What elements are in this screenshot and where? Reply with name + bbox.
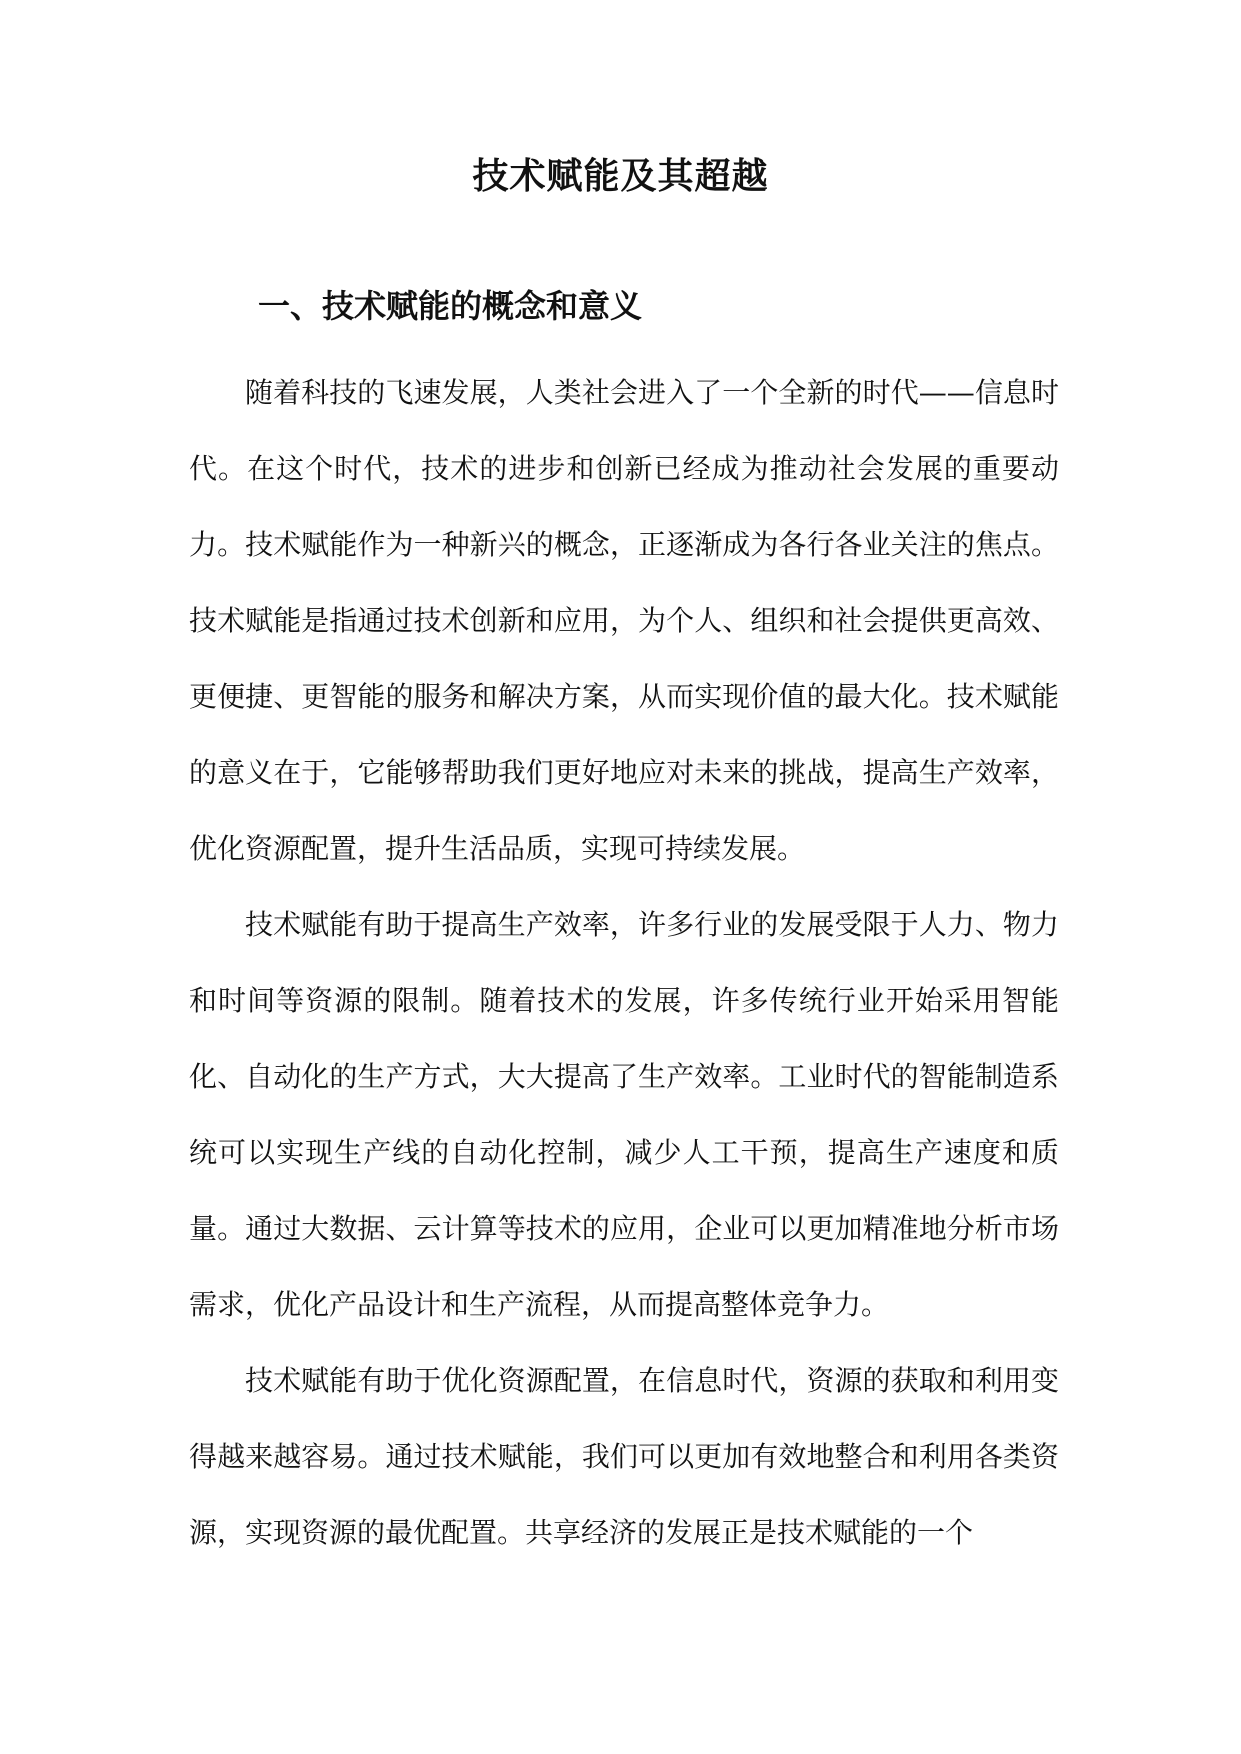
paragraph-2: 技术赋能有助于提高生产效率，许多行业的发展受限于人力、物力和时间等资源的限制。随着技术的发展，许多传统行业开始采用智能化、自动化的生产方式，大大提高了生产效率。工业时代的智能制造系统可以实现生产线的自动化控制，减少人工干预，提高生产速度和质量。通过大数据、云计算等技术的应用，企业可以更加精准地分析市场需求，优化产品设计和生产流程，从而提高整体竞争力。 xyxy=(189,908,1059,1321)
paragraph-3: 技术赋能有助于优化资源配置，在信息时代，资源的获取和利用变得越来越容易。通过技术赋能，我们可以更加有效地整合和利用各类资源，实现资源的最优配置。共享经济的发展正是技术赋能的一个 xyxy=(189,1364,1059,1549)
paragraph-1: 随着科技的飞速发展，人类社会进入了一个全新的时代——信息时代。在这个时代，技术的进步和创新已经成为推动社会发展的重要动力。技术赋能作为一种新兴的概念，正逐渐成为各行各业关注的焦点。技术赋能是指通过技术创新和应用，为个人、组织和社会提供更高效、更便捷、更智能的服务和解决方案，从而实现价值的最大化。技术赋能的意义在于，它能够帮助我们更好地应对未来的挑战，提高生产效率，优化资源配置，提升生活品质，实现可持续发展。 xyxy=(189,376,1059,865)
section-heading: 一、技术赋能的概念和意义 xyxy=(258,287,643,325)
document-title: 技术赋能及其超越 xyxy=(472,155,769,197)
